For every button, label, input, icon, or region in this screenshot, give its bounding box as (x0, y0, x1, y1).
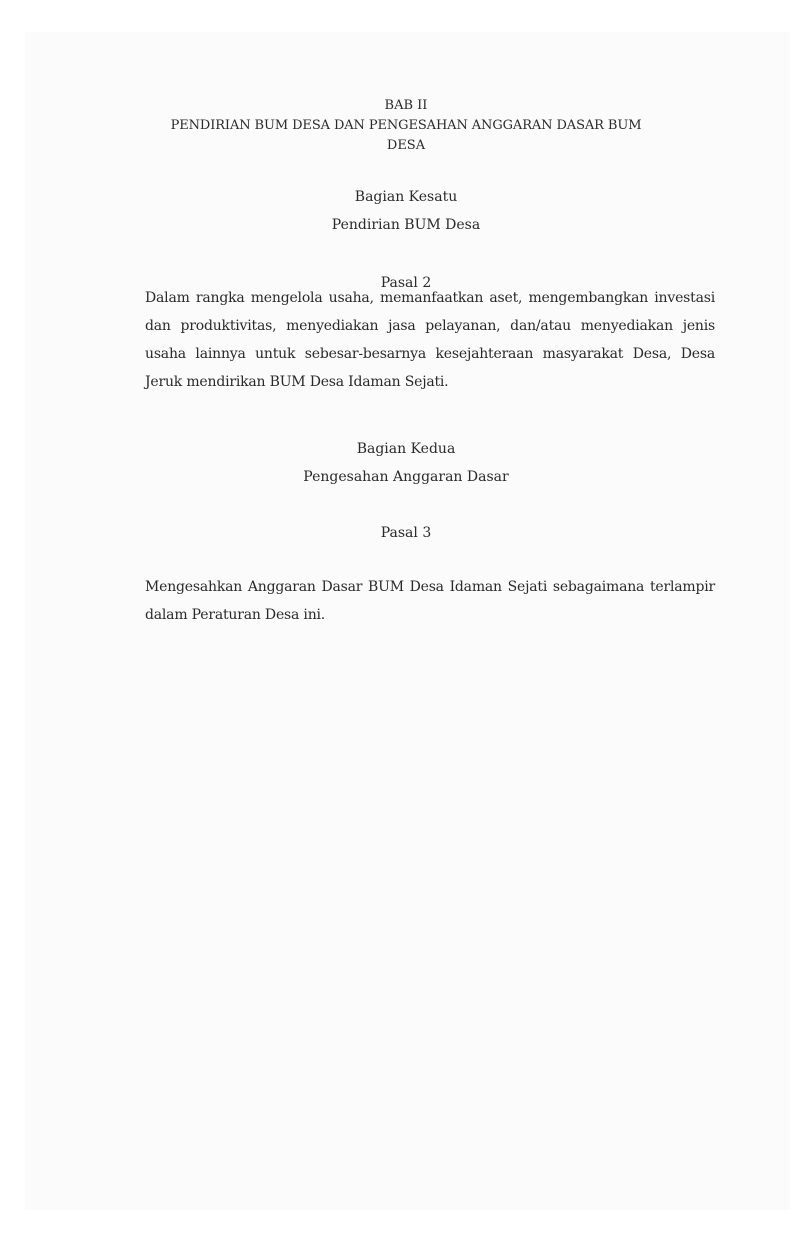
article-heading: Pasal 3 (380, 525, 432, 541)
part-title: Pendirian BUM Desa (331, 217, 481, 233)
article-body: Mengesahkan Anggaran Dasar BUM Desa Idaman Sejati sebagaimana terlampir dalam Peraturan Desa ini. (145, 579, 715, 623)
article-heading: Pasal 2 (380, 275, 432, 291)
chapter-number: BAB II (384, 98, 428, 113)
part-heading: Bagian Kesatu (354, 189, 458, 205)
chapter-title-line2: DESA (386, 138, 426, 153)
article-body: Dalam rangka mengelola usaha, memanfaatkan aset, mengembangkan investasi dan produktivitas, menyediakan jasa pelayanan, dan/atau menyediakan jenis usaha lainnya untuk sebesar-besarnya kesejahteraan masyarakat Desa, Desa Jeruk mendirikan BUM Desa Idaman Sejati. (145, 290, 715, 390)
chapter-title-line1: PENDIRIAN BUM DESA DAN PENGESAHAN ANGGARAN DASAR BUM (170, 118, 642, 133)
part-title: Pengesahan Anggaran Dasar (303, 469, 509, 485)
part-heading: Bagian Kedua (356, 441, 456, 457)
